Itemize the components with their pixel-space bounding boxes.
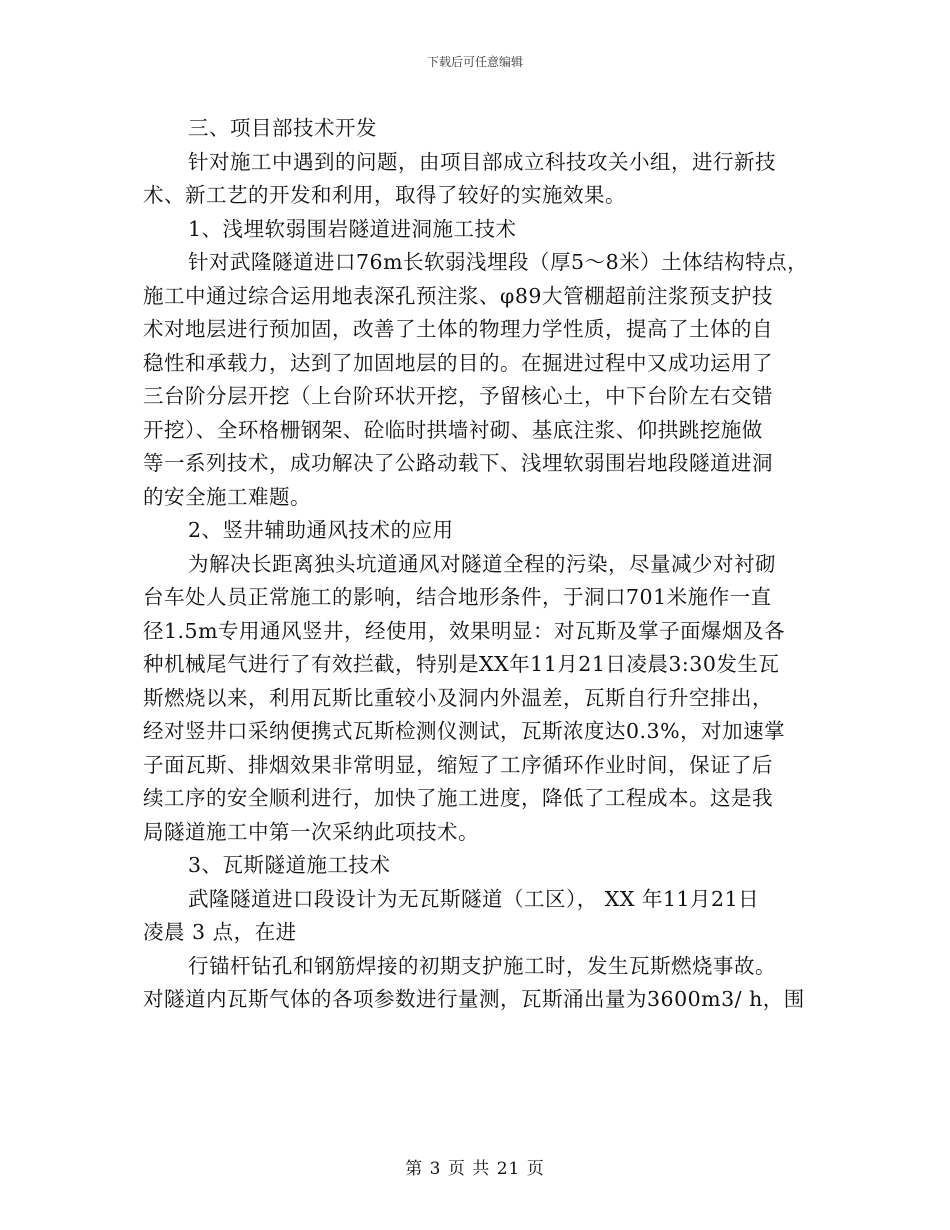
text-line: 台车处人员正常施工的影响，结合地形条件，于洞口701米施作一直 <box>143 585 772 609</box>
text-line: 开挖）、全环格栅钢架、砼临时拱墙衬砌、基底注浆、仰拱跳挖施做 <box>143 417 763 442</box>
page-number: 第 3 页 共 21 页 <box>405 1159 545 1179</box>
text-line: 的安全施工难题。 <box>143 484 311 509</box>
text-line: 经对竖井口采纳便携式瓦斯检测仪测试，瓦斯浓度达0.3%，对加速掌 <box>143 719 786 743</box>
text-line: 三、项目部技术开发 <box>188 116 377 140</box>
text-line: 针对施工中遇到的问题，由项目部成立科技攻关小组，进行新技 <box>188 149 776 174</box>
text-line: 斯燃烧以来，利用瓦斯比重较小及洞内外温差，瓦斯自行升空排出， <box>143 685 773 710</box>
text-line: 3、瓦斯隧道施工技术 <box>188 853 391 877</box>
text-line: 凌晨 3 点，在进 <box>143 920 297 944</box>
text-line: 针对武隆隧道进口76m长软弱浅埋段（厚5～8米）土体结构特点， <box>188 250 809 274</box>
text-line: 为解决长距离独头坑道通风对隧道全程的污染，尽量减少对衬砌 <box>188 551 776 576</box>
text-line: 行锚杆钻孔和钢筋焊接的初期支护施工时，发生瓦斯燃烧事故。 <box>188 953 776 978</box>
text-line: 种机械尾气进行了有效拦截，特别是XX年11月21日凌晨3:30发生瓦 <box>143 652 780 676</box>
text-line: 径1.5m专用通风竖井，经使用，效果明显：对瓦斯及掌子面爆烟及各 <box>143 618 786 643</box>
text-line: 子面瓦斯、排烟效果非常明显，缩短了工序循环作业时间，保证了后 <box>143 752 773 777</box>
text-line: 术对地层进行预加固，改善了土体的物理力学性质，提高了土体的自 <box>143 317 773 341</box>
text-line: 局隧道施工中第一次采纳此项技术。 <box>143 819 479 844</box>
page-header: 下载后可任意编辑 <box>426 55 523 69</box>
document-body <box>143 112 811 1017</box>
text-line: 术、新工艺的开发和利用，取得了较好的实施效果。 <box>143 183 626 207</box>
text-line: 三台阶分层开挖（上台阶环状开挖，予留核心土，中下台阶左右交错 <box>143 384 773 408</box>
text-line: 续工序的安全顺利进行，加快了施工进度，降低了工程成本。这是我 <box>143 786 773 810</box>
text-line: 等一系列技术，成功解决了公路动载下、浅埋软弱围岩地段隧道进洞 <box>143 451 773 475</box>
text-line: 武隆隧道进口段设计为无瓦斯隧道（工区）， XX 年11月21日 <box>188 886 760 911</box>
text-line: 施工中通过综合运用地表深孔预注浆、φ89大管棚超前注浆预支护技 <box>143 283 773 308</box>
text-line: 对隧道内瓦斯气体的各项参数进行量测，瓦斯涌出量为3600m3/ h，围 <box>143 987 805 1011</box>
text-line: 2、竖井辅助通风技术的应用 <box>188 518 454 542</box>
text-line: 稳性和承载力，达到了加固地层的目的。在掘进过程中又成功运用了 <box>143 350 773 375</box>
text-line: 1、浅埋软弱围岩隧道进洞施工技术 <box>188 216 517 241</box>
